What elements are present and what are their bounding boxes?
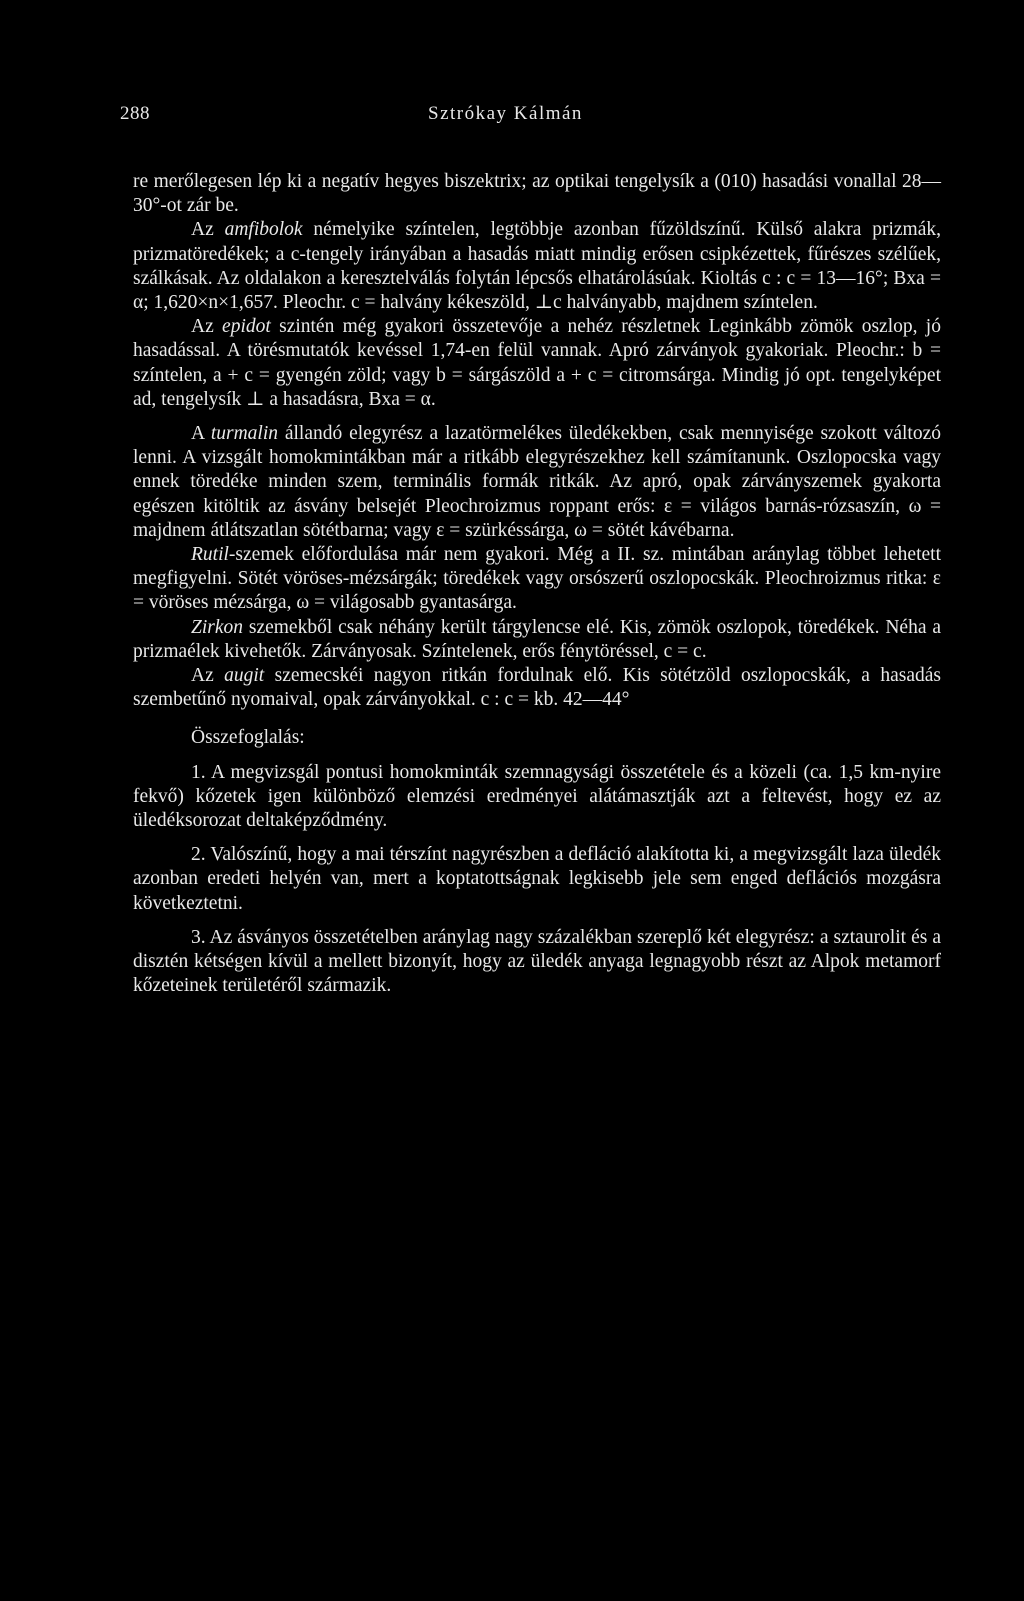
paragraph-text: szintén még gyakori összetevője a nehéz részletnek Leginkább zömök oszlop, jó hasadással. A törésmutatók kevéssel 1,74-en felül vannak. Apró zárványok gyakoriak. Pleochr.: b = színtelen, a + c = gyengén zöld; vagy b = sárgászöld a + c = citromsárga. Mindig jó opt. tengelyképet ad, tengelysík ⊥ a hasadásra, Bxa = α. bbox=[133, 316, 941, 410]
paragraph-turmalin bbox=[133, 422, 941, 543]
mineral-term-augit: augit bbox=[224, 665, 265, 687]
summary-item-3: 3. Az ásványos összetételben aránylag nagy százalékban szereplő két elegyrész: a sztaurolit és a disztén kétségen kívül a mellett bizonyít, hogy az üledék anyaga legnagyobb részt az Alpok metamorf kőzeteinek területéről származik. bbox=[133, 926, 941, 997]
page-number: 288 bbox=[120, 103, 150, 124]
lead-text: A bbox=[191, 423, 211, 445]
mineral-term-epidot: epidot bbox=[222, 316, 271, 338]
paragraph-rutil bbox=[133, 543, 941, 616]
paragraph-augit bbox=[133, 664, 941, 712]
mineral-term-amfibol: amfibolok bbox=[224, 219, 303, 241]
paragraph-epidot bbox=[133, 315, 941, 412]
lead-text: Az bbox=[191, 316, 223, 338]
mineral-term-rutil: Rutil bbox=[191, 544, 229, 566]
paragraph-amfibol bbox=[133, 218, 941, 315]
lead-text: Az bbox=[191, 665, 225, 687]
summary-item-2: 2. Valószínű, hogy a mai térszínt nagyrészben a defláció alakította ki, a megvizsgált laza üledék azonban eredeti helyén van, mert a koptatottságnak legkisebb jele sem enged deflációs mozgásra következtetni. bbox=[133, 844, 941, 914]
page-header bbox=[120, 103, 924, 133]
paragraph-text: -szemek előfordulása már nem gyakori. Még a II. sz. mintában aránylag többet lehetett megfigyelni. Sötét vöröses-mézsárgák; töredékek vagy orsószerű oszlopocskák. Pleochroizmus ritka: ε = vöröses mézsárga, ω = világosabb gyantasárga. bbox=[133, 544, 941, 614]
paragraph-text: állandó elegyrész a lazatörmelékes üledékekben, csak mennyisége szokott változó lenni. A vizsgált homokmintákban már a ritkább elegyrészekhez kell számítanunk. Oszlopocska vagy ennek töredéke minden szem, terminális formák ritkák. Az apró, opak zárványszemek gyakorta egészen kitöltik az ásvány belsejét Pleochroizmus roppant erős: ε = világos barnás-rózsaszín, ω = majdnem átlátszatlan sötétbarna; vagy ε = szürkéssárga, ω = sötét kávébarna. bbox=[133, 423, 941, 541]
mineral-term-turmalin: turmalin bbox=[210, 423, 279, 445]
paragraph-text: némelyike színtelen, legtöbbje azonban fűzöldszínű. Külső alakra prizmák, prizmatöredékek; a c-tengely irányában a hasadás miatt mindig erősen csipkézettek, fűrészes szélűek, szálkásak. Az oldalakon a keresztelválás folytán lépcsős elhatárolásúak. Kioltás c : c = 13—16°; Bxa = α; 1,620×n×1,657. Pleochr. c = halvány kékeszöld, ⊥c halványabb, majdnem színtelen. bbox=[133, 219, 941, 314]
mineral-term-zirkon: Zirkon bbox=[191, 616, 244, 638]
paragraph-text: szemecskéi nagyon ritkán fordulnak elő. Kis sötétzöld oszlopocskák, a hasadás szembetűnő nyomaival, opak zárványokkal. c : c = kb. 42—44° bbox=[133, 665, 941, 711]
paragraph-zirkon bbox=[133, 616, 941, 664]
summary-heading: Összefoglalás: bbox=[191, 727, 305, 749]
paragraph-intro: re merőlegesen lép ki a negatív hegyes biszektrix; az optikai tengelysík a (010) hasadási vonallal 28—30°-ot zár be. bbox=[133, 171, 941, 217]
running-head: Sztrókay Kálmán bbox=[428, 103, 583, 124]
page-body bbox=[133, 170, 941, 999]
paragraph-text: szemekből csak néhány került tárgylencse elé. Kis, zömök oszlopok, töredékek. Néha a prizmaélek kivehetők. Zárványosak. Színtelenek, erős fénytöréssel, c = c. bbox=[133, 616, 941, 662]
lead-text: Az bbox=[191, 219, 225, 241]
summary-item-1: 1. A megvizsgál pontusi homokminták szemnagysági összetétele és a közeli (ca. 1,5 km-nyire fekvő) kőzetek igen különböző elemzési eredményei alátámasztják azt a feltevést, hogy ez az üledéksorozat deltaképződmény. bbox=[133, 761, 941, 832]
